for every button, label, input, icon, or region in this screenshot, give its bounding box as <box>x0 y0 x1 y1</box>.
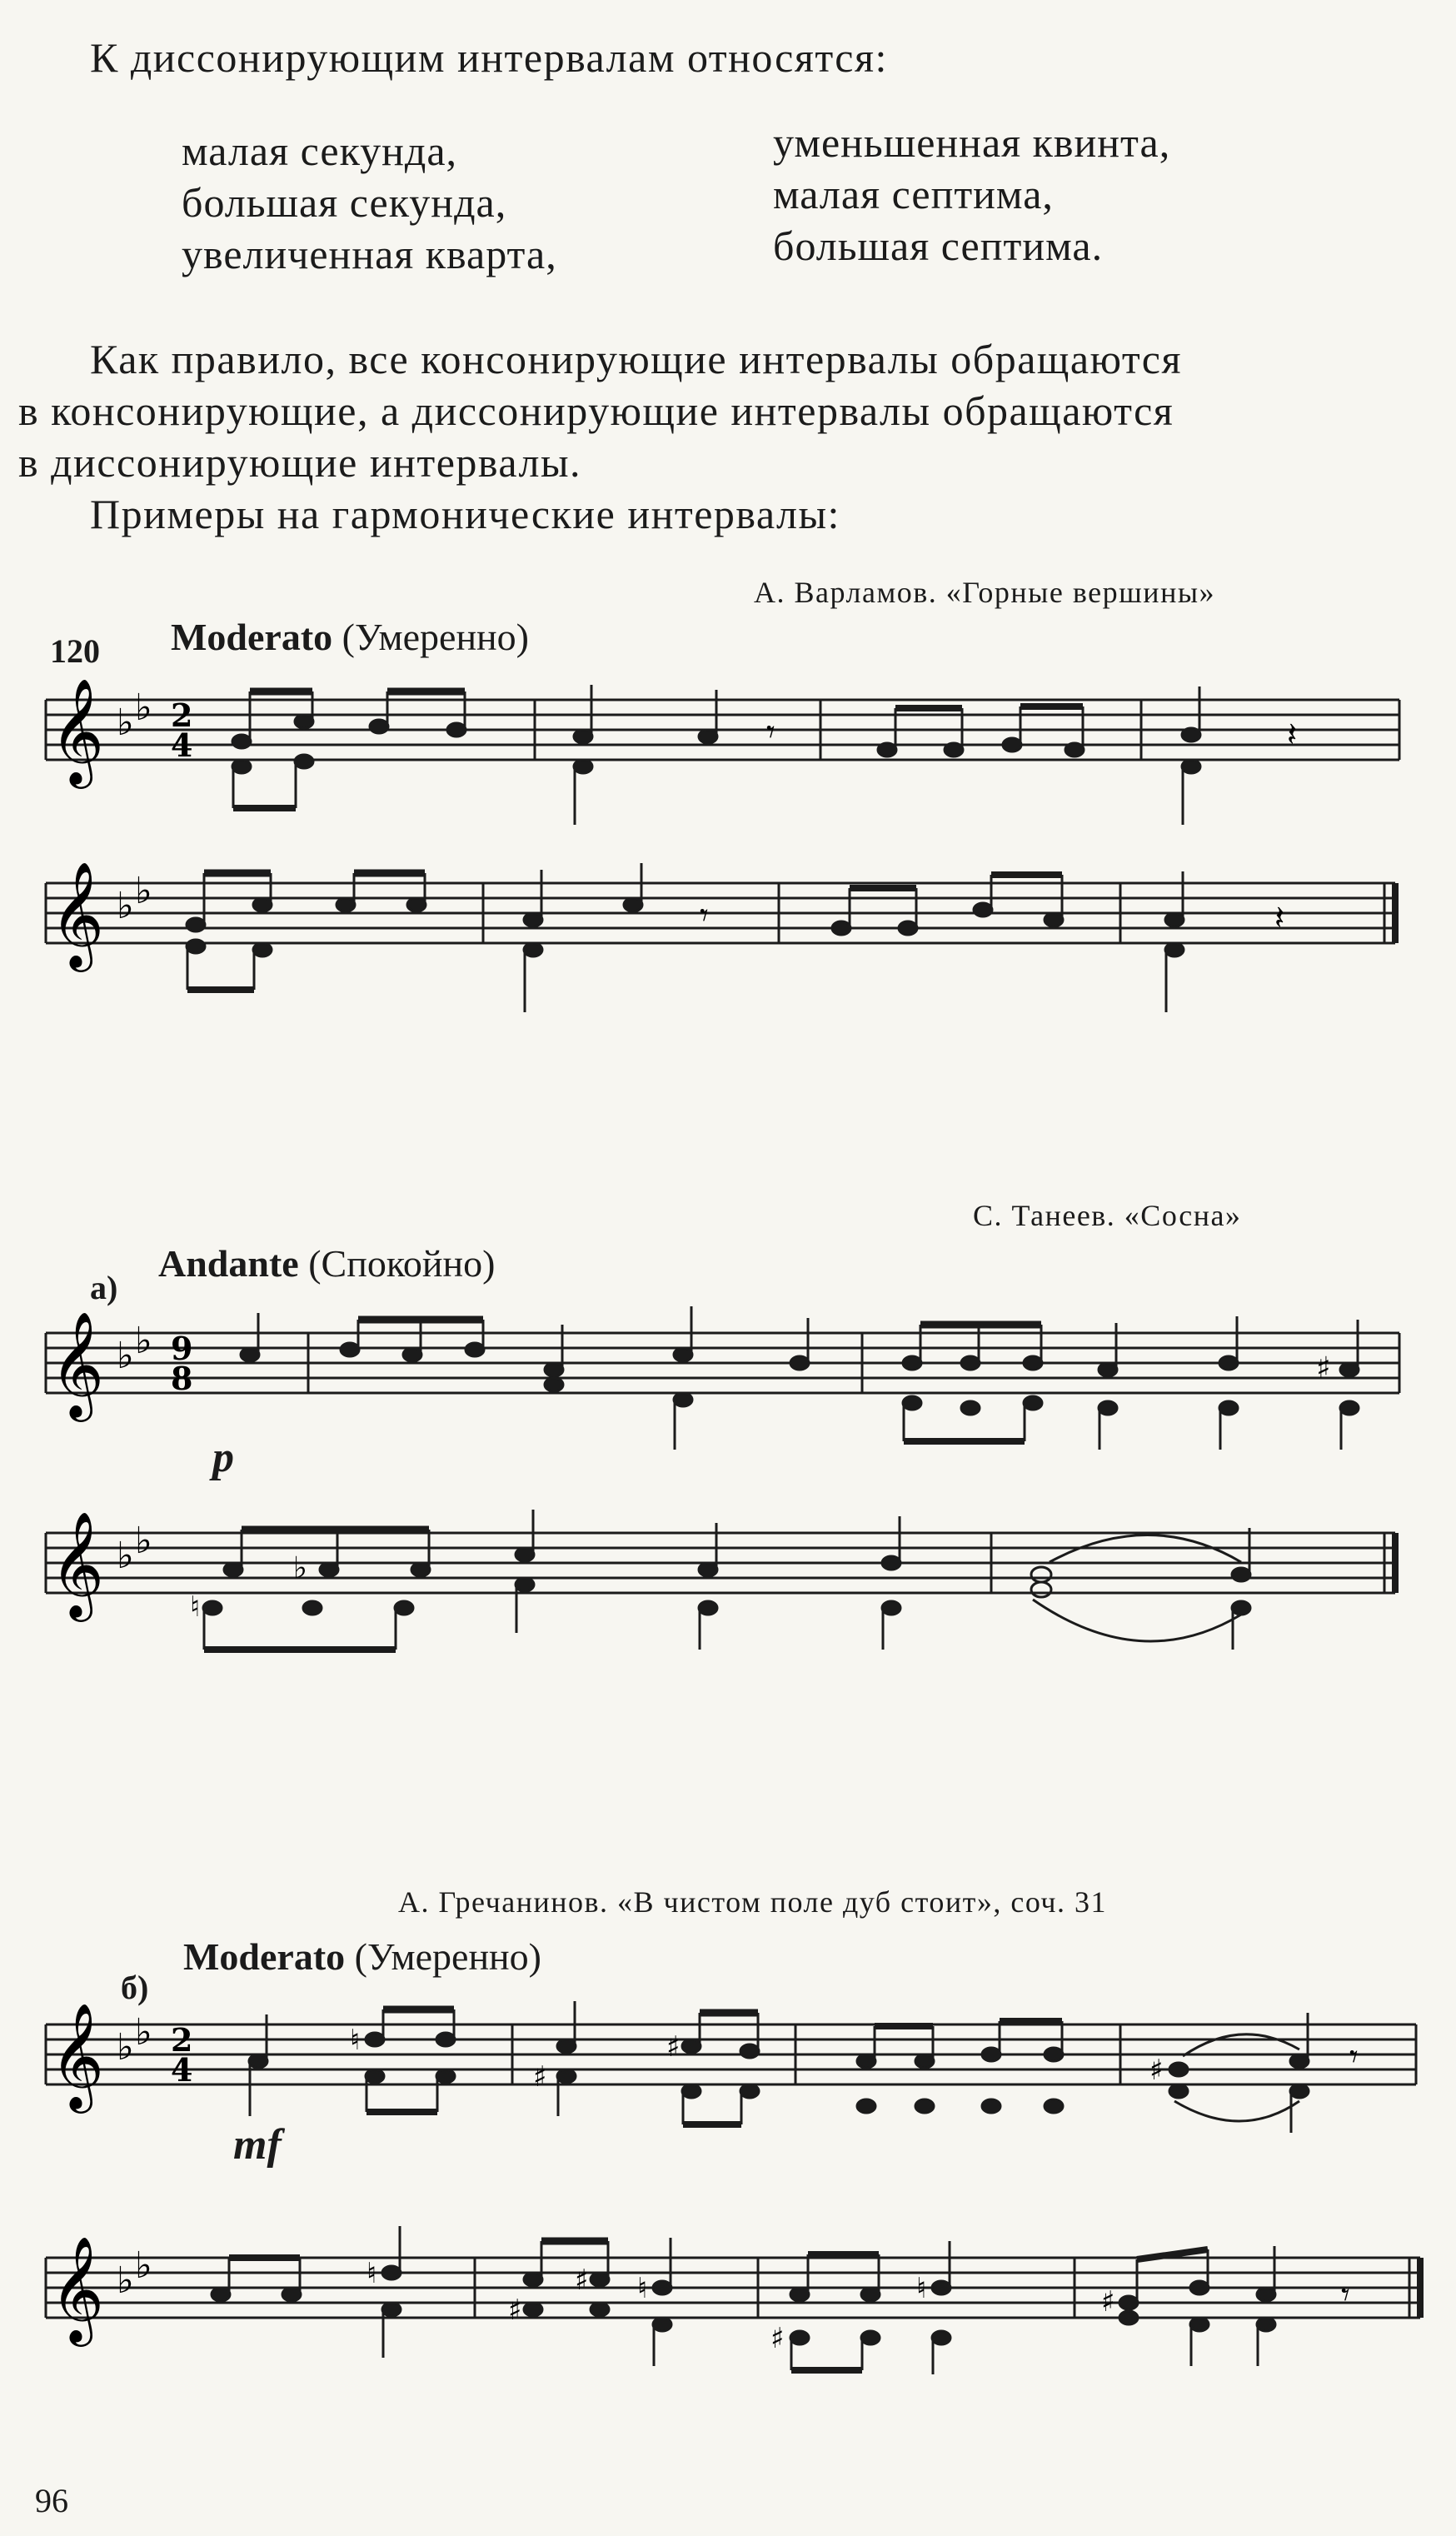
examples-heading: Примеры на гармонические интервалы: <box>90 491 840 537</box>
svg-text:𝄾: 𝄾 <box>700 896 709 935</box>
page-number: 96 <box>35 2482 68 2519</box>
svg-text:♭: ♭ <box>117 2259 134 2302</box>
tempo-b <box>183 1934 541 1979</box>
tempo-translation: (Умеренно) <box>354 1935 541 1978</box>
svg-text:4: 4 <box>171 2051 193 2089</box>
svg-text:4: 4 <box>171 726 193 764</box>
tempo-marking: Moderato <box>171 616 333 658</box>
svg-text:♯: ♯ <box>666 2030 681 2064</box>
credit-b: А. Гречанинов. «В чистом поле дуб стоит», соч. 31 <box>398 1885 1107 1919</box>
svg-text:♯: ♯ <box>575 2264 589 2297</box>
svg-text:♭: ♭ <box>135 2011 152 2054</box>
svg-text:9: 9 <box>171 1330 193 1367</box>
list-item: малая септима, <box>773 171 1054 217</box>
svg-text:♭: ♭ <box>135 1520 152 1562</box>
dissonant-list-right <box>773 117 1170 272</box>
svg-text:♯: ♯ <box>1149 2054 1164 2087</box>
tempo-marking: Moderato <box>183 1935 346 1978</box>
svg-text:♮: ♮ <box>916 2272 927 2305</box>
svg-text:♭: ♭ <box>117 1335 134 1377</box>
svg-text:𝄞: 𝄞 <box>50 1310 105 1417</box>
svg-text:𝄾: 𝄾 <box>766 713 775 751</box>
tempo-marking: Andante <box>158 1242 299 1285</box>
tempo-translation: (Умеренно) <box>342 616 529 658</box>
svg-text:2: 2 <box>171 696 193 734</box>
svg-text:♭: ♭ <box>135 1320 152 1362</box>
list-item: увеличенная кварта, <box>182 231 557 277</box>
svg-text:♭: ♭ <box>117 2026 134 2069</box>
svg-text:𝄽: 𝄽 <box>1274 899 1285 937</box>
dynamic-b: mf <box>233 2121 282 2169</box>
example-label-b: б) <box>121 1969 149 2006</box>
staff-system-b-line2 <box>0 2224 1456 2416</box>
credit-120: А. Варламов. «Горные вершины» <box>754 576 1216 609</box>
svg-text:♭: ♭ <box>117 701 134 744</box>
rule-line-2: в консонирующие, а диссонирующие интервалы обращаются <box>18 387 1174 434</box>
staff-system-120-line2 <box>0 861 1456 1058</box>
svg-text:𝄽: 𝄽 <box>1287 716 1298 754</box>
staff-system-a-line2 <box>0 1510 1456 1700</box>
credit-a: С. Танеев. «Сосна» <box>973 1199 1242 1232</box>
rule-line-3: в диссонирующие интервалы. <box>18 439 582 486</box>
svg-text:♯: ♯ <box>533 2060 547 2094</box>
tempo-translation: (Спокойно) <box>308 1242 496 1285</box>
svg-text:𝄾: 𝄾 <box>1341 2276 1350 2314</box>
svg-text:♮: ♮ <box>637 2272 648 2305</box>
svg-text:𝄞: 𝄞 <box>50 2002 105 2109</box>
tempo-a <box>158 1241 495 1285</box>
svg-text:♭: ♭ <box>293 1551 307 1585</box>
svg-text:♭: ♭ <box>135 870 152 912</box>
dynamic-a: p <box>212 1434 234 1481</box>
svg-text:𝄞: 𝄞 <box>50 861 105 967</box>
svg-text:♯: ♯ <box>508 2294 522 2327</box>
list-item: уменьшенная квинта, <box>773 119 1171 166</box>
svg-text:♯: ♯ <box>770 2322 785 2355</box>
svg-text:♭: ♭ <box>117 885 134 927</box>
list-item: большая септима. <box>773 222 1104 269</box>
example-label-a: а) <box>90 1269 118 1306</box>
staff-system-b-line1 <box>0 2002 1456 2166</box>
svg-text:𝄞: 𝄞 <box>50 1510 105 1617</box>
svg-text:𝄞: 𝄞 <box>50 2235 105 2342</box>
svg-text:♯: ♯ <box>1101 2285 1115 2319</box>
svg-text:♭: ♭ <box>135 2244 152 2287</box>
list-item: малая секунда, <box>182 127 458 174</box>
svg-text:♮: ♮ <box>366 2257 377 2290</box>
list-item: большая секунда, <box>182 179 507 226</box>
intro-line: К диссонирующим интервалам относятся: <box>90 34 888 81</box>
example-number: 120 <box>50 632 100 670</box>
svg-text:♮: ♮ <box>350 2024 361 2057</box>
svg-text:♭: ♭ <box>117 1535 134 1577</box>
svg-text:2: 2 <box>171 2021 193 2059</box>
svg-text:𝄞: 𝄞 <box>50 677 105 784</box>
rule-line-1: Как правило, все консонирующие интервалы обращаются <box>90 336 1182 382</box>
svg-text:♮: ♮ <box>190 1590 201 1624</box>
svg-text:𝄾: 𝄾 <box>1349 2038 1359 2076</box>
svg-text:8: 8 <box>171 1360 193 1397</box>
svg-text:♯: ♯ <box>1316 1351 1331 1385</box>
svg-text:♭: ♭ <box>135 686 152 729</box>
dissonant-list-left <box>182 125 557 280</box>
tempo-120 <box>171 615 529 659</box>
